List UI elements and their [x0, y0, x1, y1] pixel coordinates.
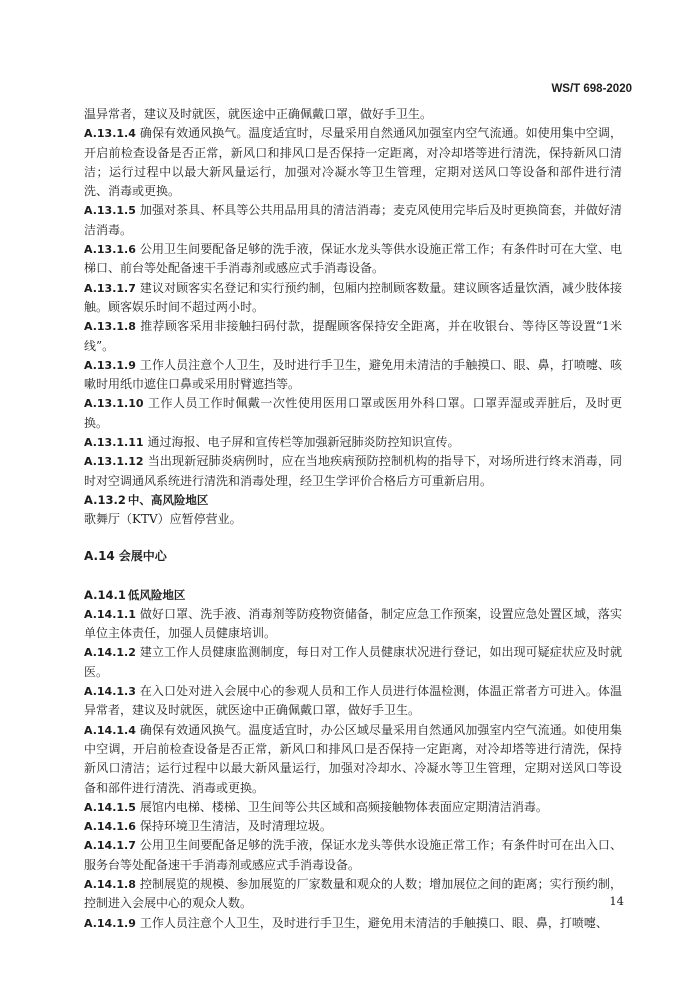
clause-text: 歌舞厅（KTV）应暂停营业。 [84, 512, 242, 527]
clause-number: A.13.1.5 [84, 204, 136, 218]
clause-paragraph [84, 240, 622, 279]
clause-text: 低风险地区 [127, 587, 186, 602]
clause-text: 工作人员注意个人卫生，及时进行手卫生，避免用未清洁的手触摸口、眼、鼻，打喷嚏、咳嗽时用纸巾遮住口鼻或采用肘臂遮挡等。 [84, 357, 622, 392]
clause-number: A.13.1.6 [84, 243, 136, 257]
clause-number: A.14.1 [84, 587, 126, 602]
clause-number: A.13.1.4 [84, 127, 136, 141]
clause-paragraph [84, 798, 622, 817]
clause-text: 中、高风险地区 [127, 492, 209, 507]
clause-number: A.14.1.7 [84, 839, 136, 853]
clause-number: A.14.1.3 [84, 685, 136, 699]
clause-paragraph [84, 356, 622, 395]
document-body [84, 105, 622, 933]
clause-paragraph [84, 105, 622, 124]
clause-text: 做好口罩、洗手液、消毒剂等防疫物资储备，制定应急工作预案，设置应急处置区域，落实单位主体责任，加强人员健康培训。 [84, 606, 622, 641]
clause-number: A.14.1.6 [84, 820, 136, 834]
clause-text: 工作人员注意个人卫生，及时进行手卫生，避免用未清洁的手触摸口、眼、鼻，打喷嚏、 [139, 915, 608, 930]
clause-text: 建议对顾客实名登记和实行预约制，包厢内控制顾客数量。建议顾客适量饮酒，减少肢体接触。顾客娱乐时间不超过两小时。 [84, 280, 622, 314]
clause-paragraph [84, 124, 622, 201]
chapter-heading [84, 547, 622, 566]
clause-text: 工作人员工作时佩戴一次性使用医用口罩或医用外科口罩。口罩弄湿或弄脏后，及时更换。 [84, 396, 622, 430]
clause-number: A.14.1.9 [84, 916, 136, 930]
clause-paragraph [84, 433, 622, 452]
clause-text: 展馆内电梯、楼梯、卫生间等公共区域和高频接触物体表面应定期清洁消毒。 [139, 799, 548, 814]
clause-paragraph [84, 914, 622, 933]
clause-number: A.14.1.5 [84, 800, 136, 814]
clause-text: 建立工作人员健康监测制度，每日对工作人员健康状况进行登记，如出现可疑症状应及时就医。 [84, 645, 622, 679]
clause-text: 确保有效通风换气。温度适宜时，尽量采用自然通风加强室内空气流通。如使用集中空调，开启前检查设备是否正常，新风口和排风口是否保持一定距离，对冷却塔等进行清洗，保持新风口清洁；运行过程中以最大新风量运行，加强对冷凝水等卫生管理，定期对送风口等设备和部件进行清洗、消毒或更换。 [84, 126, 622, 199]
clause-text: 通过海报、电子屏和宣传栏等加强新冠肺炎防控知识宣传。 [147, 435, 460, 450]
clause-number: A.14 [84, 548, 115, 563]
clause-paragraph [84, 452, 622, 491]
clause-paragraph [84, 317, 622, 356]
clause-paragraph [84, 605, 622, 644]
clause-text: 确保有效通风换气。温度适宜时，办公区域尽量采用自然通风加强室内空气流通。如使用集中空调，开启前检查设备是否正常，新风口和排风口是否保持一定距离，对冷却塔等进行清洗，保持新风口清洁；运行过程中以最大新风量运行，加强对冷却水、冷凝水等卫生管理，定期对送风口等设备和部件进行清洗、消毒或更换。 [84, 722, 622, 795]
document-code: WS/T 698-2020 [551, 83, 632, 95]
clause-number: A.13.1.8 [84, 320, 136, 334]
clause-number: A.13.1.7 [84, 281, 136, 295]
clause-number: A.14.1.8 [84, 877, 136, 891]
clause-text: 保持环境卫生清洁，及时清理垃圾。 [139, 819, 332, 834]
clause-paragraph [84, 643, 622, 682]
clause-text: 温异常者，建议及时就医，就医途中正确佩戴口罩，做好手卫生。 [84, 107, 433, 121]
clause-paragraph [84, 394, 622, 433]
clause-number: A.13.1.9 [84, 358, 136, 372]
clause-text: 推荐顾客采用非接触扫码付款，提醒顾客保持安全距离，并在收银台、等待区等设置“1米线”。 [84, 319, 622, 353]
clause-paragraph [84, 682, 622, 721]
section-heading [84, 586, 622, 605]
clause-text: 加强对茶具、杯具等公共用品用具的清洁消毒；麦克风使用完毕后及时更换筒套，并做好清洁消毒。 [84, 203, 622, 237]
clause-paragraph [84, 721, 622, 798]
clause-number: A.14.1.2 [84, 646, 136, 660]
clause-number: A.13.1.10 [84, 397, 144, 411]
clause-paragraph [84, 836, 622, 875]
clause-paragraph [84, 201, 622, 240]
clause-number: A.13.1.11 [84, 436, 144, 450]
clause-text: 当出现新冠肺炎病例时，应在当地疾病预防控制机构的指导下，对场所进行终末消毒，同时对空调通风系统进行清洗和消毒处理，经卫生学评价合格后方可重新启用。 [84, 454, 622, 488]
clause-number: A.14.1.1 [84, 607, 136, 621]
clause-paragraph [84, 279, 622, 318]
clause-text: 控制展览的规模、参加展览的厂家数量和观众的人数；增加展位之间的距离；实行预约制，控制进入会展中心的观众人数。 [84, 876, 622, 911]
section-heading [84, 491, 622, 510]
clause-paragraph [84, 817, 622, 836]
clause-text: 在入口处对进入会展中心的参观人员和工作人员进行体温检测，体温正常者方可进入。体温异常者，建议及时就医，就医途中正确佩戴口罩，做好手卫生。 [84, 684, 622, 718]
clause-number: A.13.1.12 [84, 455, 144, 469]
clause-number: A.13.2 [84, 492, 126, 507]
clause-paragraph [84, 510, 622, 529]
page-number: 14 [609, 894, 624, 908]
clause-text: 公用卫生间要配备足够的洗手液，保证水龙头等供水设施正常工作；有条件时可在出入口、服务台等处配备速干手消毒剂或感应式手消毒设备。 [84, 838, 622, 872]
clause-paragraph [84, 875, 622, 914]
clause-text: 公用卫生间要配备足够的洗手液，保证水龙头等供水设施正常工作；有条件时可在大堂、电梯口、前台等处配备速干手消毒剂或感应式手消毒设备。 [84, 242, 622, 276]
clause-text: 会展中心 [118, 548, 167, 563]
clause-number: A.14.1.4 [84, 723, 136, 737]
